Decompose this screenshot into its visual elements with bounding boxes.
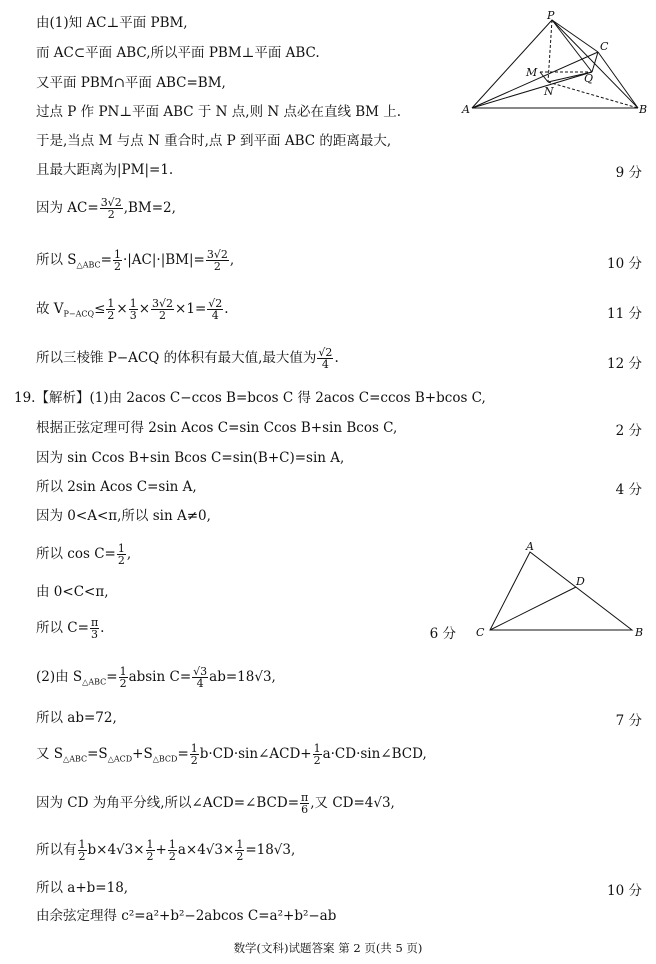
line-3: 又平面 PBM∩平面 ABC=BM,: [36, 75, 226, 91]
score-6: 6 分: [429, 626, 456, 642]
q19-heading: 19.【解析】(1)由 2acos C−ccos B=bcos C 得 2acos C=ccos B+bcos C,: [14, 390, 486, 406]
line-4: 过点 P 作 PN⊥平面 ABC 于 N 点,则 N 点必在直线 BM 上.: [36, 104, 402, 120]
line-19: 所以 ab=72,: [36, 710, 117, 726]
line-18: (2)由 $S_{\triangle ABC}=$ $\frac{1}{2}$ absin C= $\frac{√3}{4}$ ab=18√3,: [36, 665, 276, 690]
line-23: 所以 a+b=18,: [36, 880, 129, 896]
fig2-label-b: B: [635, 626, 644, 639]
line-7: 因为 AC= $\frac{3√2}{2}$ ,BM=2,: [36, 196, 176, 221]
line-9: 故 $V_{P-ACQ}\le$ $\frac{1}{2}$ × $\frac{1}{3}$ × $\frac{3√2}{2}$ ×1= $\frac{√2}{4}$ .: [36, 297, 229, 322]
line-13: 所以 2sin Acos C=sin A,: [36, 479, 197, 495]
line-22: 所以有 $\frac{1}{2}$ b×4√3× $\frac{1}{2}$ + $\frac{1}{2}$ a×4√3× $\frac{1}{2}$ =18√3,: [36, 838, 296, 863]
line-10: 所以三棱锥 P−ACQ 的体积有最大值,最大值为 $\frac{√2}{4}$ .: [36, 346, 339, 371]
fig2-label-d: D: [576, 575, 585, 588]
score-2: 2 分: [615, 423, 642, 439]
fig1-label-c: C: [600, 40, 609, 53]
score-9: 9 分: [615, 165, 642, 181]
line-12: 因为 sin Ccos B+sin Bcos C=sin(B+C)=sin A,: [36, 450, 345, 466]
line-15: 所以 cos C= $\frac{1}{2}$ ,: [36, 542, 132, 567]
score-11: 11 分: [607, 306, 642, 322]
pyramid-figure: [460, 10, 650, 125]
score-4: 4 分: [615, 482, 642, 498]
fig2-label-a: A: [526, 540, 534, 553]
triangle-figure: [472, 540, 650, 642]
fig1-label-p: P: [547, 10, 555, 22]
score-10b: 10 分: [607, 883, 642, 899]
line-17: 所以 C= $\frac{\pi}{3}$ .: [36, 616, 105, 641]
line-20: 又 $S_{\triangle ABC}=S_{\triangle ACD}+S_{\triangle BCD}=$ $\frac{1}{2}$ b·CD·sin∠ACD+ $\frac{1}{2}$ a·CD·sin∠BCD,: [36, 742, 427, 767]
line-16: 由 0<C<π,: [36, 584, 109, 600]
fig1-label-m: M: [526, 66, 538, 79]
fig1-label-b: B: [639, 103, 648, 116]
line-21: 因为 CD 为角平分线,所以∠ACD=∠BCD= $\frac{\pi}{6}$ ,又 CD=4√3,: [36, 791, 395, 816]
score-10: 10 分: [607, 256, 642, 272]
line-11: 根据正弦定理可得 2sin Acos C=sin Ccos B+sin Bcos C,: [36, 420, 398, 436]
line-5: 于是,当点 M 与点 N 重合时,点 P 到平面 ABC 的距离最大,: [36, 133, 392, 149]
fig2-label-c: C: [476, 626, 485, 639]
line-2: 而 AC⊂平面 ABC,所以平面 PBM⊥平面 ABC.: [36, 45, 320, 61]
score-12: 12 分: [607, 356, 642, 372]
line-14: 因为 0<A<π,所以 sin A≠0,: [36, 508, 211, 524]
fig1-label-a: A: [462, 103, 470, 116]
fig1-label-q: Q: [584, 72, 594, 85]
line-1: 由(1)知 AC⊥平面 PBM,: [36, 15, 188, 31]
line-8: 所以 $S_{\triangle ABC}=$ $\frac{1}{2}$ ·|AC|·|BM|= $\frac{3√2}{2}$ ,: [36, 248, 235, 273]
line-6: 且最大距离为|PM|=1.: [36, 162, 174, 178]
fig1-label-n: N: [544, 85, 554, 98]
page-footer: 数学(文科)试题答案 第 2 页(共 5 页): [233, 941, 423, 955]
line-24: 由余弦定理得 c²=a²+b²−2abcos C=a²+b²−ab: [36, 908, 337, 924]
score-7: 7 分: [615, 713, 642, 729]
